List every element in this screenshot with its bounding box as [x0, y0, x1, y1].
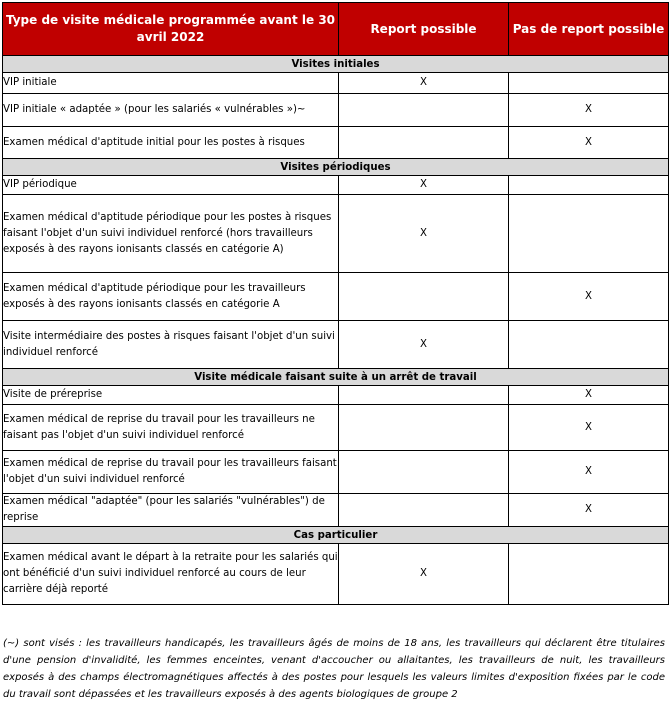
no-report-mark: X: [509, 94, 669, 127]
no-report-mark: X: [509, 451, 669, 494]
table-row: [3, 451, 669, 494]
section-row-special-case: [3, 527, 669, 544]
header-visit-type: Type de visite médicale programmée avant le 30 avril 2022: [3, 3, 339, 56]
report-mark: [339, 405, 509, 451]
no-report-mark: [509, 544, 669, 605]
report-mark: [339, 386, 509, 405]
section-title: Cas particulier: [3, 527, 669, 544]
report-mark: X: [339, 176, 509, 195]
row-label: Examen médical de reprise du travail pour les travailleurs faisant l'objet d'un suivi individuel renforcé: [3, 451, 339, 494]
table-row: [3, 127, 669, 159]
table-row: [3, 176, 669, 195]
report-mark: [339, 94, 509, 127]
row-label: VIP périodique: [3, 176, 339, 195]
table-header-row: [3, 3, 669, 56]
table-row: [3, 386, 669, 405]
section-row-periodic: [3, 159, 669, 176]
row-label: Visite intermédiaire des postes à risques faisant l'objet d'un suivi individuel renforcé: [3, 321, 339, 369]
row-label: Examen médical d'aptitude périodique pour les travailleurs exposés à des rayons ionisants classés en catégorie A: [3, 273, 339, 321]
table-row: [3, 273, 669, 321]
row-label: Examen médical de reprise du travail pour les travailleurs ne faisant pas l'objet d'un suivi individuel renforcé: [3, 405, 339, 451]
header-no-report: Pas de report possible: [509, 3, 669, 56]
no-report-mark: [509, 73, 669, 94]
table-row: [3, 195, 669, 273]
no-report-mark: [509, 176, 669, 195]
report-mark: X: [339, 544, 509, 605]
visits-table-container: [2, 2, 668, 605]
no-report-mark: X: [509, 494, 669, 527]
row-label: VIP initiale: [3, 73, 339, 94]
row-label: Visite de préreprise: [3, 386, 339, 405]
report-mark: X: [339, 195, 509, 273]
table-row: [3, 321, 669, 369]
visits-table: [2, 2, 669, 605]
section-title: Visite médicale faisant suite à un arrêt de travail: [3, 369, 669, 386]
report-mark: [339, 127, 509, 159]
report-mark: X: [339, 321, 509, 369]
table-row: [3, 405, 669, 451]
no-report-mark: X: [509, 386, 669, 405]
section-title: Visites initiales: [3, 56, 669, 73]
row-label: Examen médical d'aptitude périodique pour les postes à risques faisant l'objet d'un suivi individuel renforcé (hors travailleurs exposés à des rayons ionisants classés en catégorie A): [3, 195, 339, 273]
row-label: Examen médical d'aptitude initial pour les postes à risques: [3, 127, 339, 159]
section-title: Visites périodiques: [3, 159, 669, 176]
no-report-mark: [509, 195, 669, 273]
row-label: Examen médical "adaptée" (pour les salariés "vulnérables") de reprise: [3, 494, 339, 527]
no-report-mark: [509, 321, 669, 369]
section-row-sick-leave: [3, 369, 669, 386]
report-mark: [339, 494, 509, 527]
table-row: [3, 544, 669, 605]
no-report-mark: X: [509, 127, 669, 159]
table-row: [3, 494, 669, 527]
no-report-mark: X: [509, 405, 669, 451]
table-row: [3, 73, 669, 94]
header-report-possible: Report possible: [339, 3, 509, 56]
footnote: (~) sont visés : les travailleurs handicapés, les travailleurs âgés de moins de 18 ans, les travailleurs qui déclarent être titulaires d'une pension d'invalidité, les femmes enceintes, venant d'accoucher ou allaitantes, les travailleurs de nuit, les travailleurs exposés à des champs électromagnétiques affectés à des postes pour lesquels les valeurs limites d'exposition fixées par le code du travail sont dépassées et les travailleurs exposés à des agents biologiques de groupe 2: [3, 638, 665, 700]
row-label: VIP initiale « adaptée » (pour les salariés « vulnérables »)~: [3, 94, 339, 127]
report-mark: X: [339, 73, 509, 94]
report-mark: [339, 451, 509, 494]
report-mark: [339, 273, 509, 321]
table-row: [3, 94, 669, 127]
row-label: Examen médical avant le départ à la retraite pour les salariés qui ont bénéficié d'un suivi individuel renforcé au cours de leur carrière déjà reporté: [3, 544, 339, 605]
section-row-initial: [3, 56, 669, 73]
no-report-mark: X: [509, 273, 669, 321]
